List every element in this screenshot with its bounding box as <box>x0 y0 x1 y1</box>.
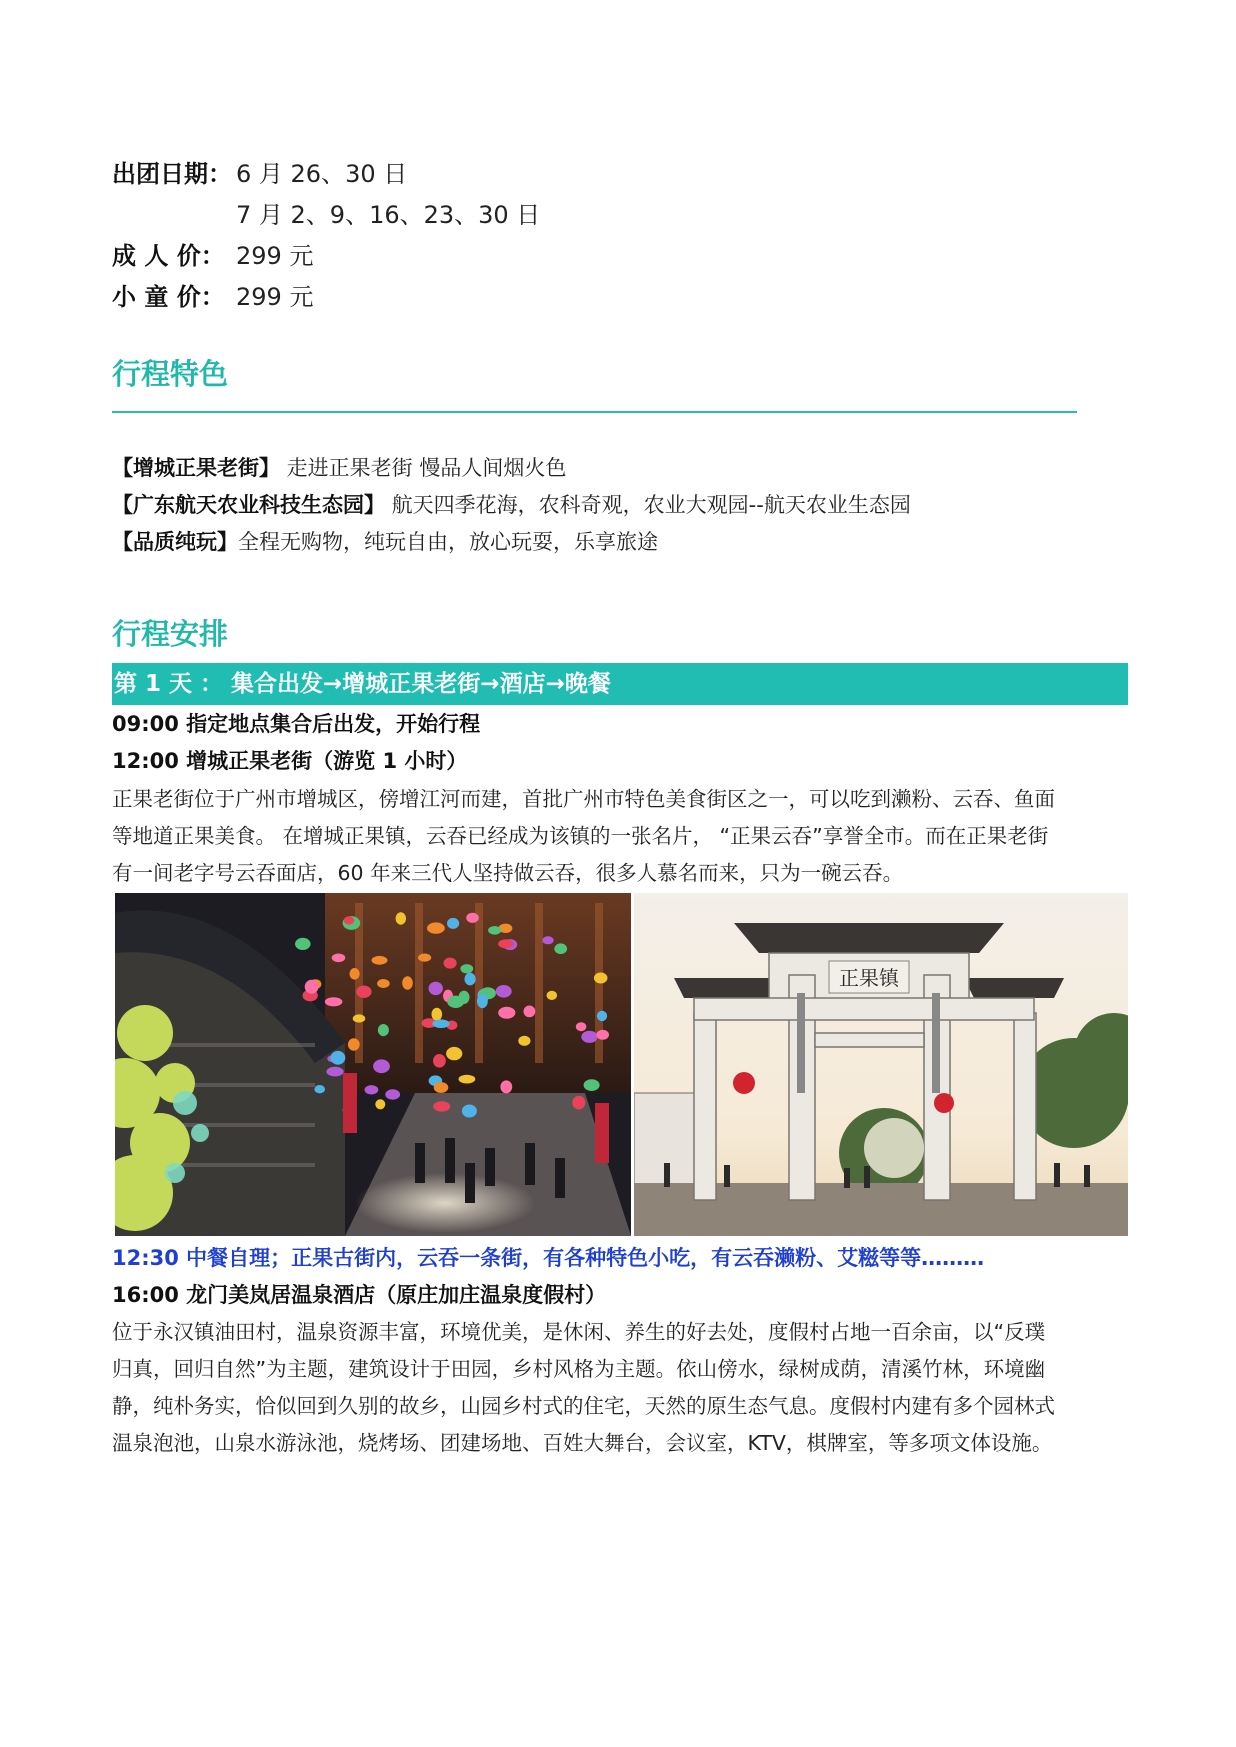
feature-text: 航天四季花海，农科奇观，农业大观园--航天农业生态园 <box>385 493 911 517</box>
feature-item <box>112 487 911 524</box>
feature-text: 走进正果老街 慢品人间烟火色 <box>280 456 567 480</box>
lantern-decoration <box>547 991 558 1000</box>
child-price-value: 299 元 <box>236 283 314 311</box>
lantern-decoration <box>432 1019 449 1028</box>
lantern-decoration <box>325 997 343 1006</box>
lantern-decoration <box>429 982 443 995</box>
lantern-decoration <box>498 939 513 948</box>
lantern-decoration <box>356 986 371 998</box>
lantern-decoration <box>385 1089 400 1099</box>
schedule-item-1200: 12:00 增城正果老街（游览 1 小时） <box>112 749 468 773</box>
day1-header-bar: 第 1 天 ： 集合出发→增城正果老街→酒店→晚餐 <box>112 663 1128 705</box>
lantern-decoration <box>418 954 431 962</box>
lantern-decoration <box>447 918 459 929</box>
adult-price-row <box>112 236 540 277</box>
schedule-item-1230: 12:30 中餐自理；正果古街内，云吞一条街，有各种特色小吃，有云吞濑粉、艾糍等等……… <box>112 1246 985 1270</box>
zhengguo-gate-photo <box>634 893 1128 1236</box>
lantern-decoration <box>488 926 501 935</box>
features-title: 行程特色 <box>112 357 229 391</box>
gate-plaque-text: 正果镇 <box>839 966 899 990</box>
lantern-decoration <box>594 973 608 984</box>
schedule-item-1600: 16:00 龙门美岚居温泉酒店（原庄加庄温泉度假村） <box>112 1283 607 1307</box>
lantern-decoration <box>344 916 355 924</box>
lantern-decoration <box>554 943 567 954</box>
lantern-decoration <box>576 1022 587 1031</box>
feature-text: 全程无购物，纯玩自由，放心玩耍，乐享旅途 <box>238 530 658 554</box>
lantern-decoration <box>373 1059 390 1073</box>
lantern-decoration <box>466 913 479 923</box>
lantern-decoration <box>460 964 473 973</box>
zhengguo-street-description <box>112 781 1128 892</box>
lantern-decoration <box>350 968 360 980</box>
schedule-item-0900: 09:00 指定地点集合后出发，开始行程 <box>112 712 481 736</box>
lantern-decoration <box>348 1038 360 1050</box>
lantern-decoration <box>326 1067 343 1077</box>
feature-item <box>112 524 911 561</box>
paragraph-line: 温泉泡池，山泉水游泳池，烧烤场、团建场地、百姓大舞台，会议室，KTV，棋牌室，等多项文体设施。 <box>112 1431 1053 1455</box>
lantern-decoration <box>332 954 346 963</box>
lantern-decoration <box>444 958 457 969</box>
lantern-decoration <box>542 936 553 944</box>
lantern-decoration <box>295 938 311 950</box>
lantern-decoration <box>372 956 388 965</box>
lantern-decoration <box>353 1014 366 1022</box>
lantern-street-photo <box>115 893 631 1236</box>
lantern-decoration <box>581 1031 597 1043</box>
feature-tag: 【品质纯玩】 <box>112 530 238 554</box>
paragraph-line: 静，纯朴务实，恰似回到久别的故乡，山园乡村式的住宅，天然的原生态气息。度假村内建有多个园林式 <box>112 1394 1055 1418</box>
lantern-decoration <box>462 1105 477 1118</box>
lantern-decoration <box>477 994 488 1008</box>
lantern-decoration <box>465 973 476 986</box>
lantern-decoration <box>427 922 445 933</box>
paragraph-line: 归真，回归自然”为主题，建筑设计于田园，乡村风格为主题。依山傍水，绿树成荫，清溪竹林，环境幽 <box>112 1357 1046 1381</box>
features-divider <box>112 411 1077 413</box>
departure-date-label: 出团日期： <box>112 160 232 188</box>
lantern-decoration <box>433 1101 450 1111</box>
lantern-decoration <box>396 912 406 924</box>
departure-date-row <box>112 154 540 195</box>
child-price-label: 小 童 价： <box>112 283 225 311</box>
lantern-decoration <box>432 1008 443 1021</box>
hotel-description <box>112 1314 1128 1462</box>
lantern-decoration <box>378 1024 389 1036</box>
lantern-decoration <box>459 1075 476 1084</box>
lantern-decoration <box>377 979 390 988</box>
lantern-decoration <box>446 1047 462 1060</box>
departure-date-value-2: 7 月 2、9、16、23、30 日 <box>236 201 541 229</box>
lantern-decoration <box>596 1030 609 1040</box>
feature-tag: 【增城正果老街】 <box>112 456 280 480</box>
lantern-decoration <box>597 1011 607 1021</box>
paragraph-line: 位于永汉镇油田村，温泉资源丰富，环境优美，是休闲、养生的好去处，度假村占地一百余亩，以“反璞 <box>112 1320 1046 1344</box>
lantern-decoration <box>314 1085 325 1093</box>
lantern-decoration <box>524 1006 536 1018</box>
paragraph-line: 正果老街位于广州市增城区，傍增江河而建，首批广州市特色美食街区之一，可以吃到濑粉、云吞、鱼面 <box>112 787 1055 811</box>
departure-date-row-2 <box>112 195 540 236</box>
lantern-decoration <box>584 1079 600 1091</box>
paragraph-line: 有一间老字号云吞面店，60 年来三代人坚持做云吞，很多人慕名而来，只为一碗云吞。 <box>112 861 904 885</box>
itinerary-title: 行程安排 <box>112 617 229 651</box>
lantern-decoration <box>498 1007 515 1019</box>
features-list <box>112 450 911 561</box>
lantern-decoration <box>433 1054 446 1068</box>
lantern-decoration <box>402 976 413 990</box>
lantern-decoration <box>572 1096 585 1110</box>
lantern-decoration <box>434 1082 449 1093</box>
lantern-decoration <box>447 996 464 1008</box>
lantern-decoration <box>375 1099 385 1109</box>
child-price-row <box>112 277 540 318</box>
lantern-decoration <box>518 1036 530 1046</box>
lantern-decoration <box>496 985 512 998</box>
lantern-decoration <box>365 1085 379 1094</box>
lantern-decoration <box>500 1080 512 1093</box>
lantern-decoration <box>331 1051 346 1065</box>
adult-price-label: 成 人 价： <box>112 242 225 270</box>
tour-info <box>112 154 540 318</box>
feature-item <box>112 450 911 487</box>
adult-price-value: 299 元 <box>236 242 314 270</box>
paragraph-line: 等地道正果美食。 在增城正果镇，云吞已经成为该镇的一张名片， “正果云吞”享誉全市。而在正果老街 <box>112 824 1049 848</box>
feature-tag: 【广东航天农业科技生态园】 <box>112 493 385 517</box>
lantern-decoration <box>305 980 319 994</box>
departure-date-value: 6 月 26、30 日 <box>236 160 408 188</box>
